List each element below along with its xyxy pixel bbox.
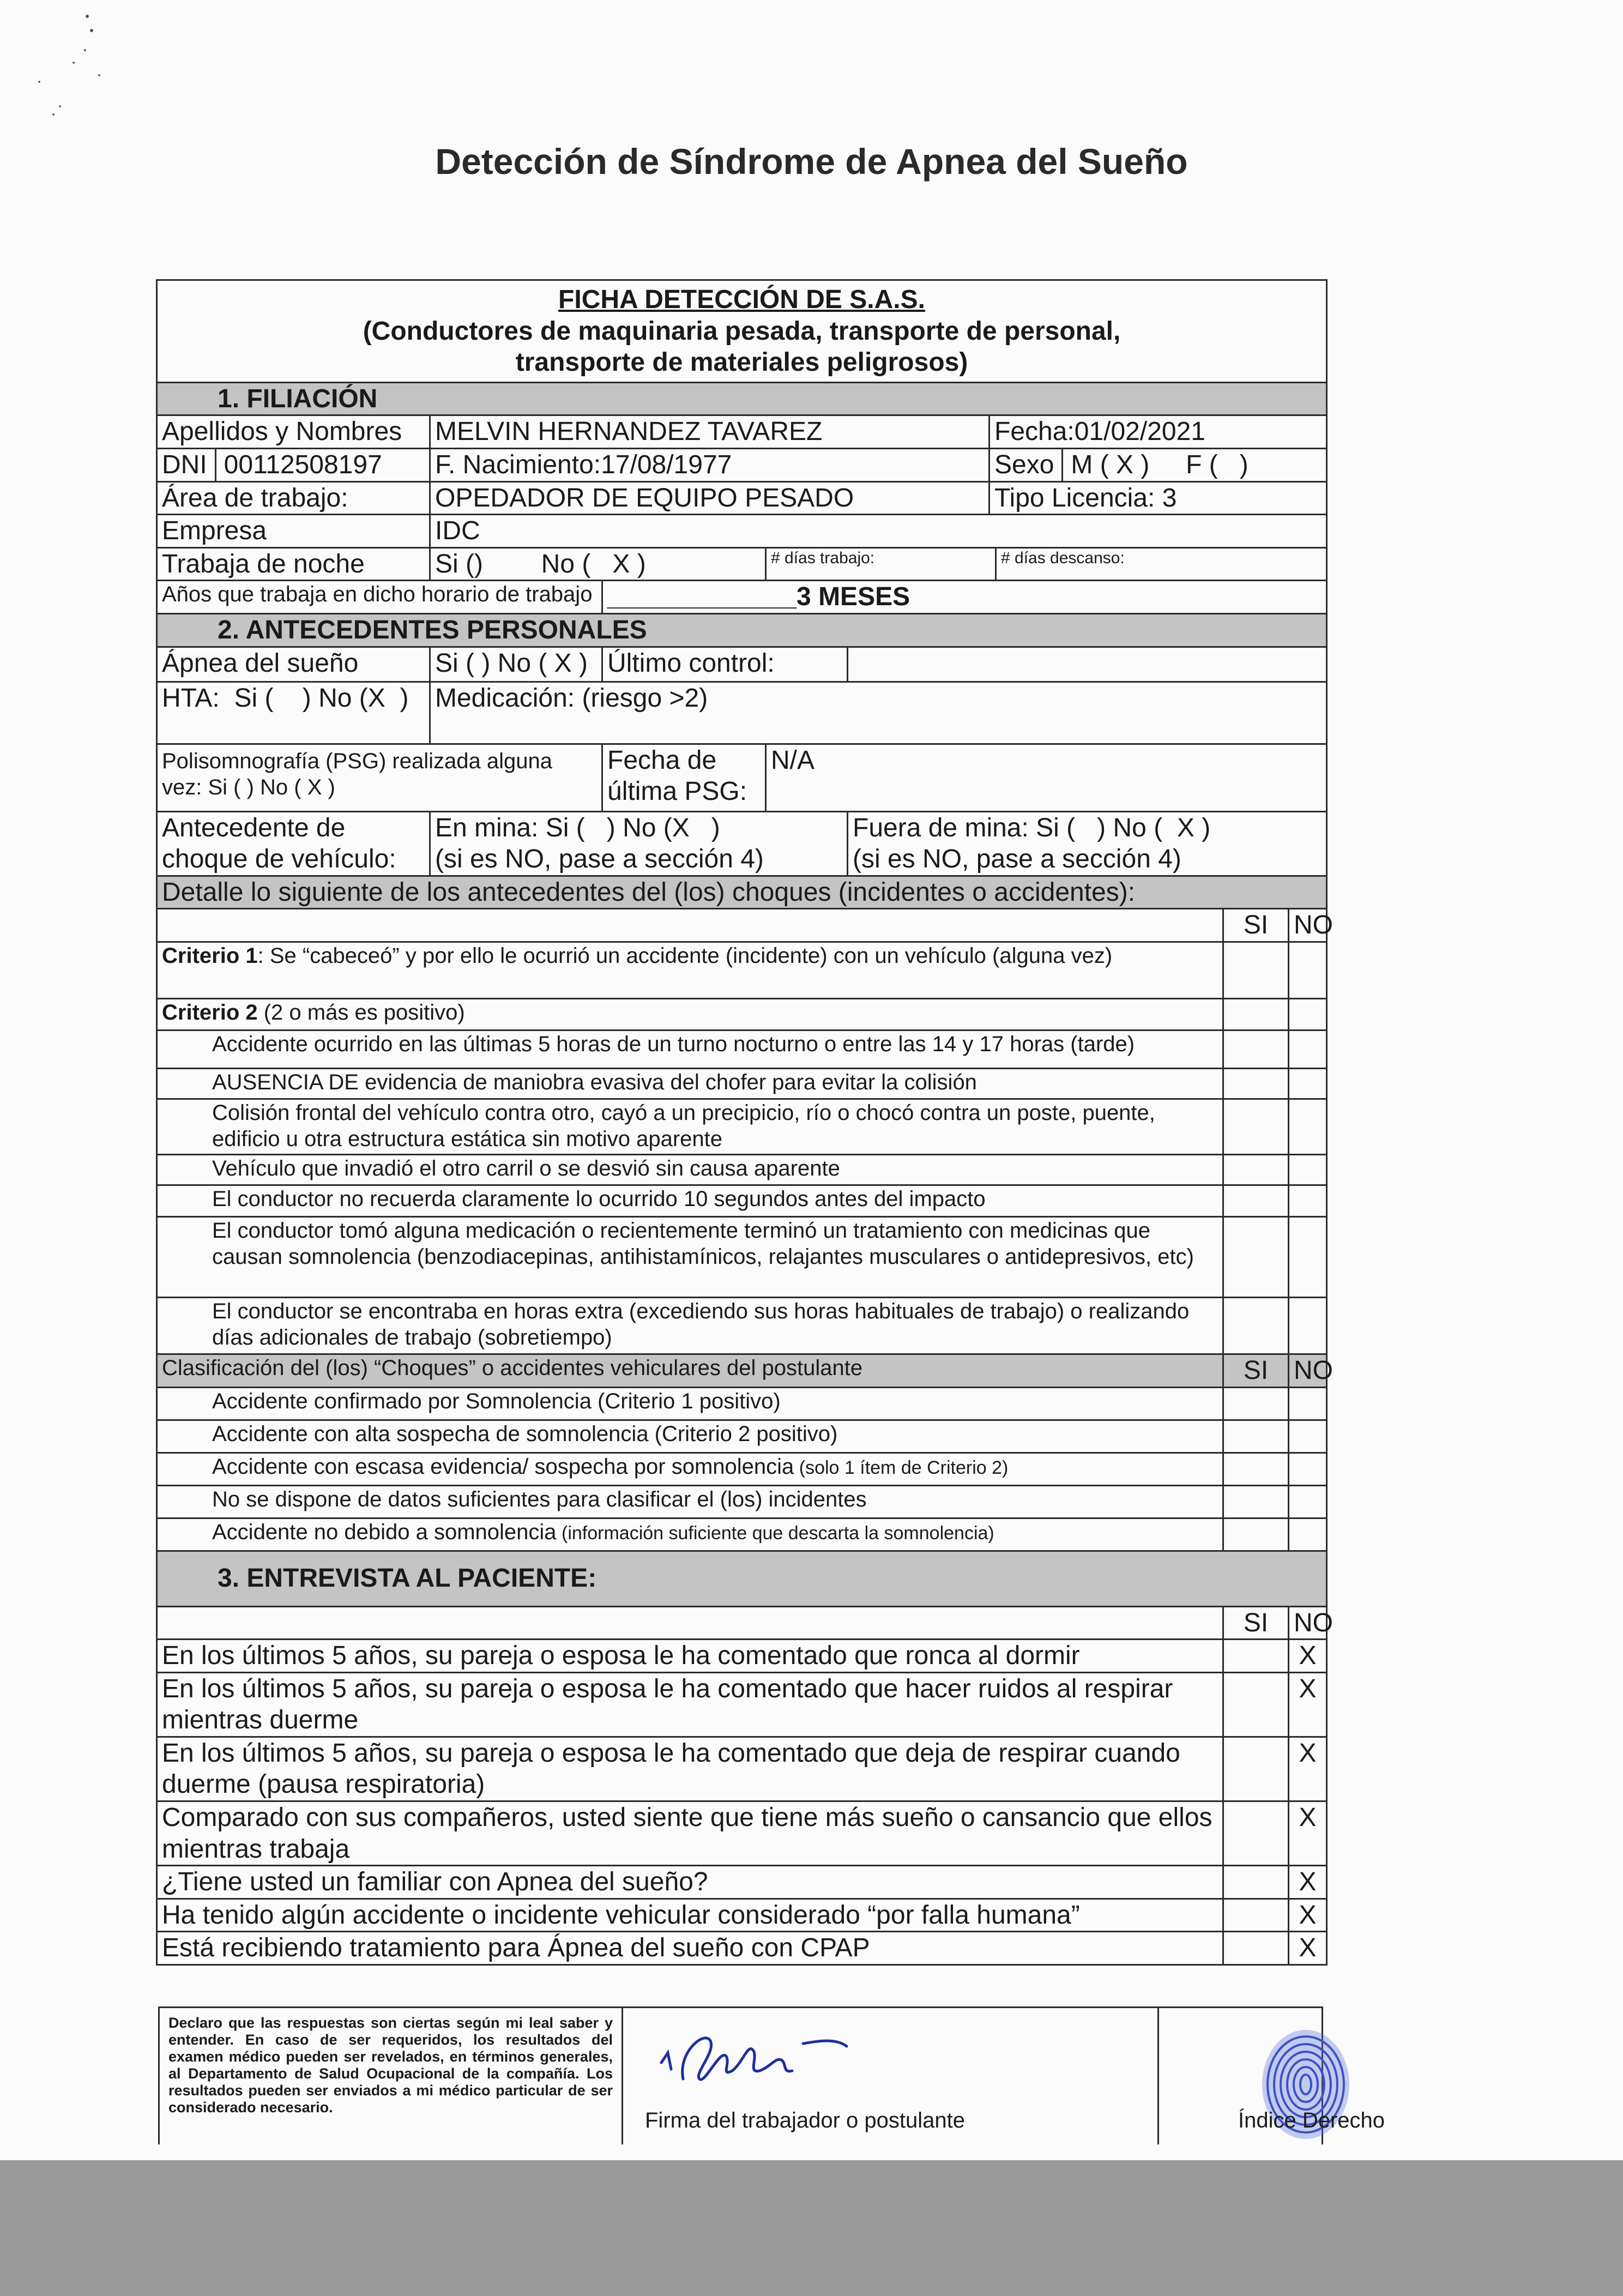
- criterion-2-item: Vehículo que invadió el otro carril o se desvió sin causa aparente: [157, 1154, 1223, 1185]
- thumbprint-label: Índice Derecho: [1238, 2108, 1385, 2132]
- scan-specks: [22, 11, 98, 120]
- criterion-1-si: [1223, 942, 1289, 998]
- crash-outside-mine-note: (si es NO, pase a sección 4): [853, 845, 1181, 874]
- work-days-field: # días trabajo:: [766, 547, 996, 581]
- crash-in-mine-note: (si es NO, pase a sección 4): [435, 845, 764, 874]
- years-schedule-value: _____________3 MESES: [602, 581, 1327, 614]
- classification-item-si: [1223, 1420, 1289, 1453]
- medication-field: Medicación: (riesgo >2): [430, 682, 1327, 744]
- rest-days-field: # días descanso:: [996, 547, 1327, 581]
- form-header: [157, 280, 1327, 383]
- interview-no-header: NO: [1289, 1606, 1327, 1640]
- interview-answer-si: [1223, 1737, 1289, 1801]
- interview-answer-no: X: [1289, 1737, 1327, 1801]
- classification-item-si: [1223, 1485, 1289, 1518]
- classification-item: [157, 1518, 1223, 1551]
- criterion-2-item: Colisión frontal del vehículo contra otro, cayó a un precipicio, río o chocó contra un poste, puente, edificio u otra estructura estática sin motivo aparente: [157, 1099, 1223, 1154]
- classification-item-si: [1223, 1387, 1289, 1420]
- interview-question: Comparado con sus compañeros, usted siente que tiene más sueño o cansancio que ellos mientras trabaja: [157, 1801, 1223, 1866]
- criterion-2-item-si: [1223, 1068, 1289, 1099]
- psg-question: Polisomnografía (PSG) realizada alguna vez: Si ( ) No ( X ): [157, 744, 602, 811]
- interview-blank: [157, 1606, 1223, 1640]
- form-header-title: FICHA DETECCIÓN DE S.A.S.: [558, 285, 925, 314]
- years-schedule-label: Años que trabaja en dicho horario de trabajo: [157, 581, 602, 614]
- criterion-2: [157, 998, 1223, 1030]
- criterion-2-item-si: [1223, 1297, 1289, 1354]
- interview-answer-si: [1223, 1672, 1289, 1737]
- signature-box: [623, 2008, 1159, 2144]
- interview-question: Está recibiendo tratamiento para Ápnea del sueño con CPAP: [157, 1932, 1223, 1965]
- col-si-header: SI: [1223, 909, 1289, 942]
- interview-answer-no: X: [1289, 1932, 1327, 1965]
- criterion-2-item-no: [1289, 1216, 1327, 1297]
- classification-item: [157, 1453, 1223, 1485]
- thumbprint-box: [1157, 2008, 1385, 2144]
- apnea-label: Ápnea del sueño: [157, 647, 430, 682]
- criterion-2-item-no: [1289, 1297, 1327, 1354]
- interview-answer-si: [1223, 1640, 1289, 1673]
- license-type: Tipo Licencia: 3: [990, 481, 1327, 515]
- interview-answer-si: [1223, 1801, 1289, 1866]
- sex-value: M ( X ) F ( ): [1061, 449, 1248, 481]
- classification-item-note: (información suficiente que descarta la somnolencia): [556, 1522, 994, 1544]
- criterion-2-item: Accidente ocurrido en las últimas 5 horas de un turno nocturno o entre las 14 y 17 horas (tarde): [157, 1030, 1223, 1068]
- interview-question: En los últimos 5 años, su pareja o esposa le ha comentado que deja de respirar cuando duerme (pausa respiratoria): [157, 1737, 1223, 1801]
- interview-answer-si: [1223, 1932, 1289, 1965]
- interview-question: En los últimos 5 años, su pareja o esposa le ha comentado que ronca al dormir: [157, 1640, 1223, 1673]
- crash-detail-blank: [157, 909, 1223, 942]
- classification-item-note: (solo 1 ítem de Criterio 2): [794, 1457, 1009, 1478]
- interview-question: ¿Tiene usted un familiar con Apnea del sueño?: [157, 1866, 1223, 1899]
- criterion-2-item-si: [1223, 1185, 1289, 1216]
- crash-in-mine: [430, 811, 848, 876]
- criterion-2-item-si: [1223, 1216, 1289, 1297]
- interview-answer-no: X: [1289, 1640, 1327, 1673]
- work-area-label: Área de trabajo:: [157, 481, 430, 515]
- col-no-header: NO: [1289, 909, 1327, 942]
- criterion-2-item-no: [1289, 1068, 1327, 1099]
- classification-item-text: No se dispone de datos suficientes para clasificar el (los) incidentes: [212, 1487, 867, 1511]
- company-value: IDC: [430, 515, 1327, 548]
- birth-date: F. Nacimiento:17/08/1977: [430, 448, 990, 481]
- criterion-1: [157, 942, 1223, 998]
- criterion-2-item-si: [1223, 1030, 1289, 1068]
- classification-item-si: [1223, 1518, 1289, 1551]
- classification-item-no: [1289, 1485, 1327, 1518]
- interview-answer-si: [1223, 1899, 1289, 1932]
- night-work-label: Trabaja de noche: [157, 547, 430, 581]
- hta-field: HTA: Si ( ) No (X ): [157, 682, 430, 744]
- last-control-value: [848, 647, 1327, 682]
- section3-title: 3. ENTREVISTA AL PACIENTE:: [157, 1551, 1327, 1606]
- signature-image: [639, 2019, 912, 2101]
- last-control-label: Último control:: [602, 647, 848, 682]
- criterion-2-no: [1289, 998, 1327, 1030]
- form-header-subtitle: (Conductores de maquinaria pesada, transporte de personal,: [363, 316, 1121, 346]
- criterion-1-label: Criterio 1: [162, 943, 258, 968]
- interview-answer-si: [1223, 1866, 1289, 1899]
- name-value: MELVIN HERNANDEZ TAVAREZ: [430, 415, 990, 449]
- name-label: Apellidos y Nombres: [157, 415, 430, 449]
- crash-detail-header: Detalle lo siguiente de los antecedentes del (los) choques (incidentes o accidentes):: [157, 876, 1327, 909]
- page-title: Detección de Síndrome de Apnea del Sueño: [435, 141, 1188, 182]
- criterion-2-item-si: [1223, 1154, 1289, 1185]
- classification-item: [157, 1420, 1223, 1453]
- criterion-1-no: [1289, 942, 1327, 998]
- interview-question: Ha tenido algún accidente o incidente vehicular considerado “por falla humana”: [157, 1899, 1223, 1932]
- classification-header: Clasificación del (los) “Choques” o accidentes vehiculares del postulante: [157, 1354, 1223, 1387]
- classification-item-text: Accidente no debido a somnolencia: [212, 1520, 557, 1544]
- classification-item: [157, 1485, 1223, 1518]
- classification-item-no: [1289, 1453, 1327, 1485]
- classification-item-text: Accidente con alta sospecha de somnolencia (Criterio 2 positivo): [212, 1421, 838, 1446]
- classification-item-text: Accidente confirmado por Somnolencia (Criterio 1 positivo): [212, 1389, 781, 1413]
- classification-item: [157, 1387, 1223, 1420]
- dni-value: 00112508197: [215, 449, 382, 481]
- company-label: Empresa: [157, 515, 430, 548]
- sex-cell: [990, 448, 1327, 481]
- night-work-value: Si () No ( X ): [430, 547, 766, 581]
- work-area-value: OPEDADOR DE EQUIPO PESADO: [430, 481, 990, 515]
- criterion-2-label: Criterio 2: [162, 1000, 258, 1025]
- interview-answer-no: X: [1289, 1866, 1327, 1899]
- interview-question: En los últimos 5 años, su pareja o esposa le ha comentado que hacer ruidos al respirar mientras duerme: [157, 1672, 1223, 1737]
- criterion-2-item-no: [1289, 1154, 1327, 1185]
- apnea-value: Si ( ) No ( X ): [430, 647, 602, 682]
- classification-item-no: [1289, 1420, 1327, 1453]
- interview-answer-no: X: [1289, 1801, 1327, 1866]
- classification-item-no: [1289, 1518, 1327, 1551]
- criterion-2-item-no: [1289, 1099, 1327, 1154]
- crash-history-label: Antecedente de choque de vehículo:: [157, 811, 430, 876]
- dni-label: DNI: [162, 450, 207, 479]
- sex-label: Sexo: [994, 450, 1054, 479]
- section1-title: 1. FILIACIÓN: [157, 382, 1327, 415]
- criterion-1-text: : Se “cabeceó” y por ello le ocurrió un accidente (incidente) con un vehículo (alguna vez): [257, 943, 1113, 968]
- criterion-2-si: [1223, 998, 1289, 1030]
- criterion-2-item-no: [1289, 1185, 1327, 1216]
- classification-item-text: Accidente con escasa evidencia/ sospecha por somnolencia: [212, 1454, 794, 1479]
- psg-date-value: N/A: [766, 744, 1327, 811]
- form-date: Fecha:01/02/2021: [990, 415, 1327, 449]
- dni-cell: [157, 448, 430, 481]
- psg-date-label: Fecha de última PSG:: [602, 744, 766, 811]
- classification-item-no: [1289, 1387, 1327, 1420]
- interview-answer-no: X: [1289, 1672, 1327, 1737]
- interview-answer-no: X: [1289, 1899, 1327, 1932]
- form-header-subtitle-2: transporte de materiales peligrosos): [515, 348, 968, 377]
- interview-si-header: SI: [1223, 1606, 1289, 1640]
- criterion-2-text: (2 o más es positivo): [257, 1000, 465, 1025]
- section2-title: 2. ANTECEDENTES PERSONALES: [157, 613, 1327, 647]
- classification-no-header: NO: [1289, 1354, 1327, 1387]
- declaration-block: [158, 2006, 1385, 2144]
- crash-in-mine-value: En mina: Si ( ) No (X ): [435, 813, 720, 842]
- classification-si-header: SI: [1223, 1354, 1289, 1387]
- criterion-2-item: AUSENCIA DE evidencia de maniobra evasiva del chofer para evitar la colisión: [157, 1068, 1223, 1099]
- declaration-text: Declaro que las respuestas son ciertas según mi leal saber y entender. En caso de ser requeridos, los resultados del examen médico pueden ser revelados, en términos generales, al Departamento de Salud Ocupacional de la compañía. Los resultados pueden ser enviados a mi médico particular de ser considerado necesario.: [160, 2008, 623, 2144]
- criterion-2-item-no: [1289, 1030, 1327, 1068]
- criterion-2-item: El conductor tomó alguna medicación o recientemente terminó un tratamiento con medicinas que causan somnolencia (benzodiacepinas, antihistamínicos, relajantes musculares o antidepresivos, etc): [157, 1216, 1223, 1297]
- classification-item-si: [1223, 1453, 1289, 1485]
- criterion-2-item-si: [1223, 1099, 1289, 1154]
- criterion-2-item: El conductor no recuerda claramente lo ocurrido 10 segundos antes del impacto: [157, 1185, 1223, 1216]
- crash-outside-mine: [848, 811, 1327, 876]
- signature-label: Firma del trabajador o postulante: [645, 2108, 965, 2132]
- sas-form: [156, 279, 1333, 1966]
- criterion-2-item: El conductor se encontraba en horas extra (excediendo sus horas habituales de trabajo) o realizando días adicionales de trabajo (sobretiempo): [157, 1297, 1223, 1354]
- scan-bottom-margin: [0, 2160, 1623, 2296]
- crash-outside-mine-value: Fuera de mina: Si ( ) No ( X ): [853, 813, 1211, 842]
